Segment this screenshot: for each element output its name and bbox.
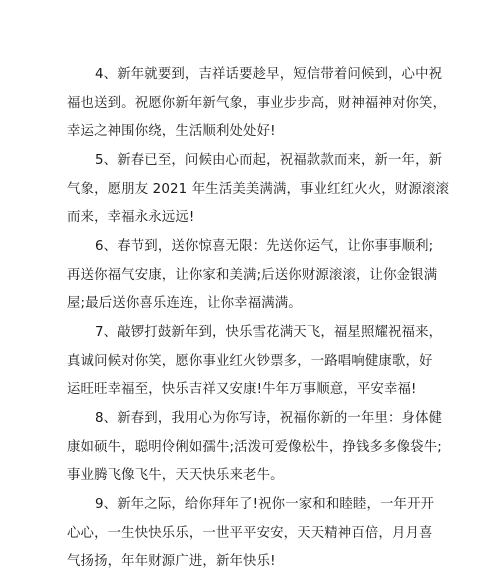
- paragraph-line: 真诚问候对你笑，愿你事业红火钞票多，一路唱响健康歌，好: [67, 353, 433, 369]
- paragraph-line: 7、敲锣打鼓新年到，快乐雪花满天飞，福星照耀祝福来，: [95, 325, 443, 340]
- paragraph-line: 再送你福气安康，让你家和美满;后送你财源滚滚，让你金银满: [67, 267, 438, 283]
- paragraph-9: [67, 491, 439, 577]
- paragraph-line: 8、新春到，我用心为你写诗，祝福你新的一年里：身体健: [95, 411, 443, 426]
- paragraph-line: 心心，一生快快乐乐，一世平平安安，天天精神百倍，月月喜: [67, 525, 433, 541]
- paragraph-line: 气扬扬，年年财源广进，新年快乐!: [67, 554, 276, 570]
- paragraph-line: 幸运之神围你绕，生活顺利处处好!: [67, 124, 276, 140]
- paragraph-5: [67, 147, 450, 233]
- paragraph-line: 康如硕牛，聪明伶俐如孺牛;活泼可爱像松牛，挣钱多多像袋牛;: [67, 439, 442, 455]
- paragraph-line: 6、春节到，送你惊喜无限：先送你运气，让你事事顺利;: [95, 239, 434, 254]
- paragraph-line: 气象，愿朋友 2021 年生活美美满满，事业红红火火，财源滚滚: [67, 181, 450, 197]
- paragraph-line: 4、新年就要到，吉祥话要趁早，短信带着问候到，心中祝: [95, 67, 443, 82]
- paragraph-line: 事业腾飞像飞牛，天天快乐来老牛。: [67, 468, 284, 484]
- paragraph-line: 9、新年之际，给你拜年了!祝你一家和和睦睦，一年开开: [95, 497, 435, 512]
- paragraph-line: 屋;最后送你喜乐连连，让你幸福满满。: [67, 296, 302, 312]
- paragraph-line: 5、新春已至，问候由心而起，祝福款款而来，新一年，新: [95, 153, 443, 168]
- paragraph-6: [67, 233, 439, 319]
- paragraph-line: 而来，幸福永永远远!: [67, 210, 195, 226]
- paragraph-line: 运旺旺幸福至，快乐吉祥又安康!牛年万事顺意，平安幸福!: [67, 382, 417, 398]
- paragraph-4: [67, 61, 447, 147]
- paragraph-7: [67, 319, 443, 405]
- paragraph-8: [67, 405, 443, 491]
- paragraph-line: 福也送到。祝愿你新年新气象，事业步步高，财神福神对你笑，: [67, 95, 447, 111]
